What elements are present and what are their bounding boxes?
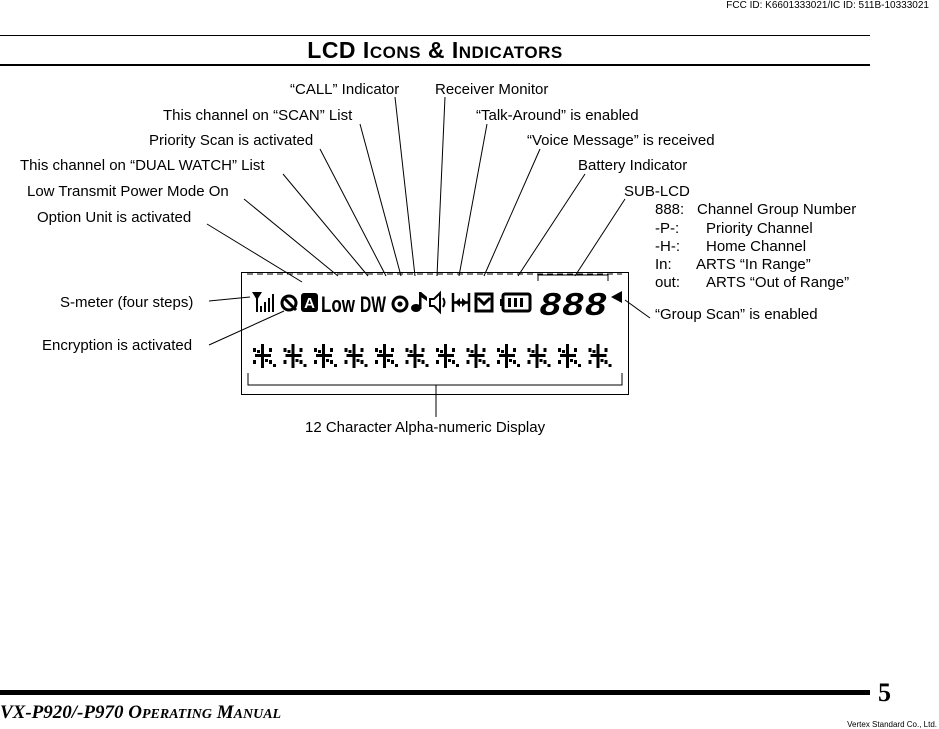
sub-lcd-list-item: out: ARTS “Out of Range” [655, 274, 850, 291]
encryption-icon [282, 296, 296, 310]
fcc-id: FCC ID: K6601333021/IC ID: 511B-10333021 [726, 0, 929, 11]
label-sub-lcd: SUB-LCD [624, 183, 690, 200]
label-s-meter: S-meter (four steps) [60, 294, 194, 311]
character-cell [345, 344, 368, 368]
character-cell [436, 344, 459, 368]
sub-lcd-list-item: -H-: Home Channel [655, 238, 807, 255]
footer-rule [0, 690, 870, 695]
group-scan-arrow-icon [611, 291, 622, 303]
page-title: LCD ICONS & INDICATORS [307, 37, 563, 63]
character-cell [497, 344, 520, 368]
character-cell [528, 344, 551, 368]
label-group-scan: “Group Scan” is enabled [655, 306, 818, 323]
label-talk-around: “Talk-Around” is enabled [476, 107, 639, 124]
low-power-icon: Low [321, 292, 356, 317]
label-receiver-monitor: Receiver Monitor [435, 81, 549, 98]
character-cell [467, 344, 490, 368]
label-alpha-display: 12 Character Alpha-numeric Display [305, 419, 546, 436]
sub-lcd-list-item: In: ARTS “In Range” [655, 256, 811, 273]
character-cell [558, 344, 581, 368]
alpha-numeric-segments [253, 344, 612, 368]
character-cell [589, 344, 612, 368]
company-name: Vertex Standard Co., Ltd. [847, 720, 937, 729]
priority-scan-icon [393, 297, 407, 311]
dual-watch-icon: DW [360, 292, 387, 317]
label-encryption: Encryption is activated [42, 337, 193, 354]
label-dual-watch: This channel on “DUAL WATCH” List [20, 157, 265, 174]
character-cell [406, 344, 429, 368]
manual-title: VX-P920/-P970 OPERATING MANUAL [0, 702, 282, 723]
label-scan-list: This channel on “SCAN” List [163, 107, 353, 124]
character-cell [375, 344, 398, 368]
speaker-icon [430, 293, 445, 312]
sub-lcd-list-item: 888: Channel Group Number [655, 201, 857, 218]
character-cell [253, 344, 276, 368]
option-unit-letter: A [304, 295, 315, 312]
character-cell [284, 344, 307, 368]
label-voice-message: “Voice Message” is received [527, 132, 715, 149]
label-call-indicator: “CALL” Indicator [290, 81, 400, 98]
page-number: 5 [878, 678, 891, 707]
music-note-icon [411, 292, 427, 312]
character-cell [314, 344, 337, 368]
lcd-icons [241, 272, 631, 397]
s-meter-icon [252, 292, 274, 312]
label-priority-scan: Priority Scan is activated [149, 132, 314, 149]
talk-around-icon [453, 293, 469, 312]
label-battery: Battery Indicator [578, 157, 688, 174]
label-option-unit: Option Unit is activated [37, 209, 192, 226]
voice-message-icon [476, 294, 492, 311]
battery-icon [500, 294, 530, 311]
sub-lcd-list-item: -P-: Priority Channel [655, 220, 813, 237]
label-low-power: Low Transmit Power Mode On [27, 183, 229, 200]
sub-lcd-digits: 888 [539, 288, 608, 325]
